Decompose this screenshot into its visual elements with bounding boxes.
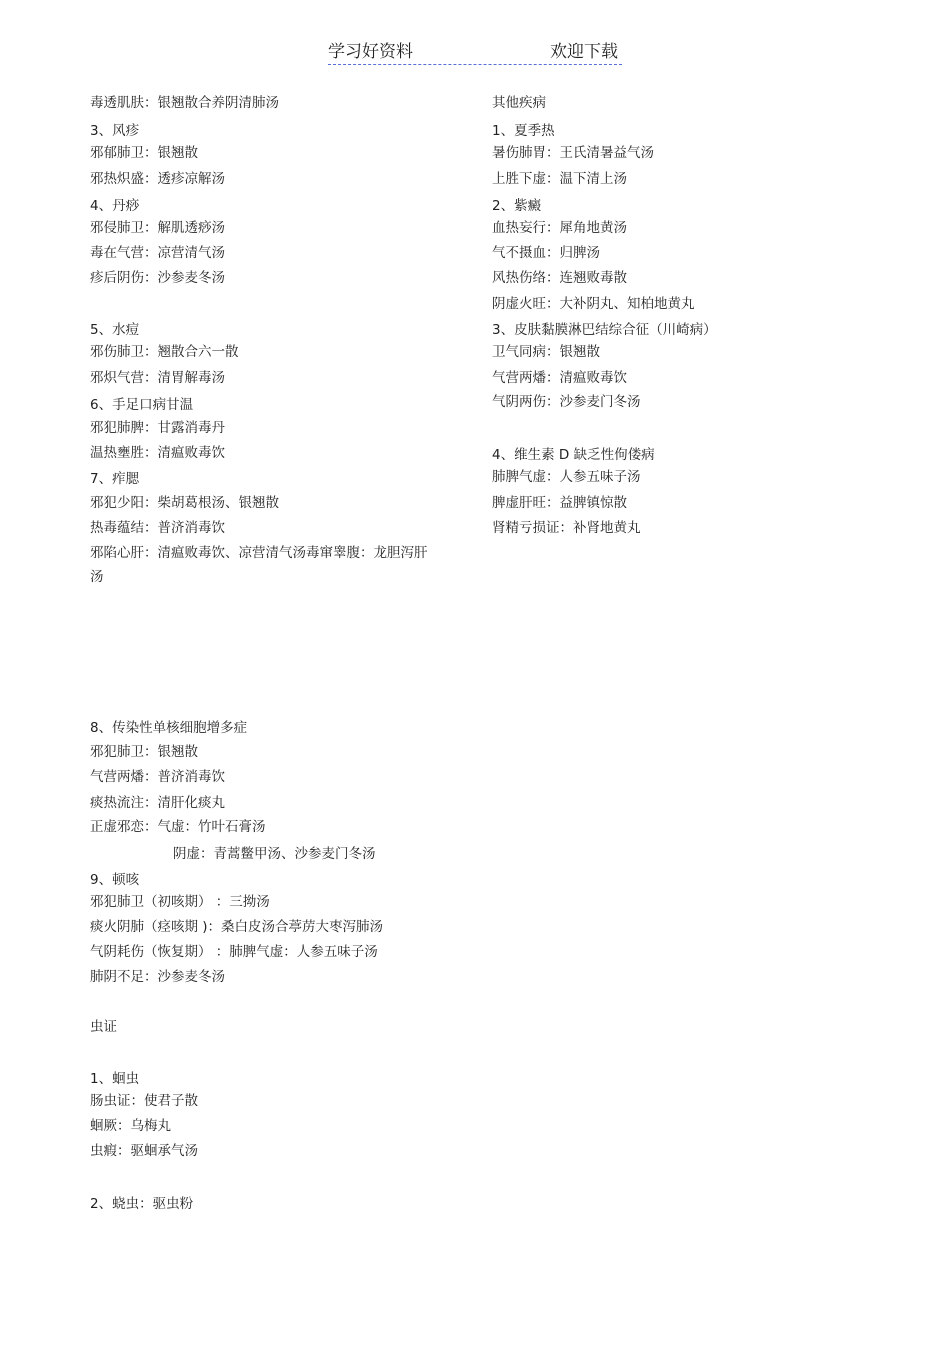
page-header xyxy=(328,42,622,65)
text-line: 气营两燔：清瘟败毒饮 xyxy=(492,370,627,386)
text-line: 邪陷心肝：清瘟败毒饮、凉营清气汤毒窜睾腹：龙胆泻肝汤 xyxy=(90,545,428,585)
text-line: 气阴两伤：沙参麦门冬汤 xyxy=(492,394,641,410)
section-heading: 7、痄腮 xyxy=(90,471,140,487)
text-line: 阴虚火旺：大补阴丸、知柏地黄丸 xyxy=(492,296,695,312)
section-heading: 6、手足口病甘温 xyxy=(90,397,194,413)
text-line: 邪犯肺卫：银翘散 xyxy=(90,744,198,760)
text-line: 疹后阴伤：沙参麦冬汤 xyxy=(90,270,225,286)
text-line: 脾虚肝旺：益脾镇惊散 xyxy=(492,495,627,511)
text-line: 毒在气营：凉营清气汤 xyxy=(90,245,225,261)
text-line: 邪伤肺卫：翘散合六一散 xyxy=(90,344,239,360)
header-left-text: 学习好资料 xyxy=(328,42,413,62)
text-line: 虫瘕：驱蛔承气汤 xyxy=(90,1143,198,1159)
section-heading: 1、蛔虫 xyxy=(90,1071,140,1087)
text-line: 正虚邪恋：气虚：竹叶石膏汤 xyxy=(90,819,266,835)
text-line: 暑伤肺胃：王氏清暑益气汤 xyxy=(492,145,654,161)
text-line: 卫气同病：银翘散 xyxy=(492,344,600,360)
header-right-text: 欢迎下载 xyxy=(550,42,618,62)
section-heading: 1、夏季热 xyxy=(492,123,555,139)
section-heading: 虫证 xyxy=(90,1019,117,1035)
section-title: 其他疾病 xyxy=(492,95,546,111)
section-heading: 9、顿咳 xyxy=(90,872,140,888)
text-line: 阴虚：青蒿鳖甲汤、沙参麦门冬汤 xyxy=(173,846,376,862)
section-heading: 2、蛲虫：驱虫粉 xyxy=(90,1196,194,1212)
text-line: 气不摄血：归脾汤 xyxy=(492,245,600,261)
text-line: 邪犯肺脾：甘露消毒丹 xyxy=(90,420,225,436)
text-line: 邪侵肺卫：解肌透痧汤 xyxy=(90,220,225,236)
section-heading: 2、紫癜 xyxy=(492,198,542,214)
text-line: 热毒蕴结：普济消毒饮 xyxy=(90,520,225,536)
text-line: 邪犯肺卫（初咳期） ：三拗汤 xyxy=(90,894,270,910)
text-line: 痰火阴肺（痉咳期 )：桑白皮汤合葶苈大枣泻肺汤 xyxy=(90,919,384,935)
text-line: 邪犯少阳：柴胡葛根汤、银翘散 xyxy=(90,495,279,511)
text-line: 气阴耗伤（恢复期） ：肺脾气虚：人参五味子汤 xyxy=(90,944,378,960)
section-heading: 8、传染性单核细胞增多症 xyxy=(90,720,248,736)
text-line: 肺阴不足：沙参麦冬汤 xyxy=(90,969,225,985)
text-line: 温热壅胜：清瘟败毒饮 xyxy=(90,445,225,461)
section-heading: 3、风疹 xyxy=(90,123,140,139)
text-line: 蛔厥：乌梅丸 xyxy=(90,1118,171,1134)
text-line: 风热伤络：连翘败毒散 xyxy=(492,270,627,286)
text-line: 邪郁肺卫：银翘散 xyxy=(90,145,198,161)
text-line: 痰热流注：清肝化痰丸 xyxy=(90,795,225,811)
section-heading: 4、维生素 D 缺乏性佝偻病 xyxy=(492,447,655,463)
section-heading: 5、水痘 xyxy=(90,322,140,338)
text-line: 邪热炽盛：透疹凉解汤 xyxy=(90,171,225,187)
text-line: 上胜下虚：温下清上汤 xyxy=(492,171,627,187)
section-heading: 3、皮肤黏膜淋巴结综合征（川崎病） xyxy=(492,322,717,338)
text-line: 邪炽气营：清胃解毒汤 xyxy=(90,370,225,386)
section-heading: 4、丹痧 xyxy=(90,198,140,214)
text-line: 血热妄行：犀角地黄汤 xyxy=(492,220,627,236)
text-line: 毒透肌肤：银翘散合养阴清肺汤 xyxy=(90,95,279,111)
text-line: 肺脾气虚：人参五味子汤 xyxy=(492,469,641,485)
text-line: 肾精亏损证：补肾地黄丸 xyxy=(492,520,641,536)
text-line: 气营两燔：普济消毒饮 xyxy=(90,769,225,785)
text-line: 肠虫证：使君子散 xyxy=(90,1093,198,1109)
